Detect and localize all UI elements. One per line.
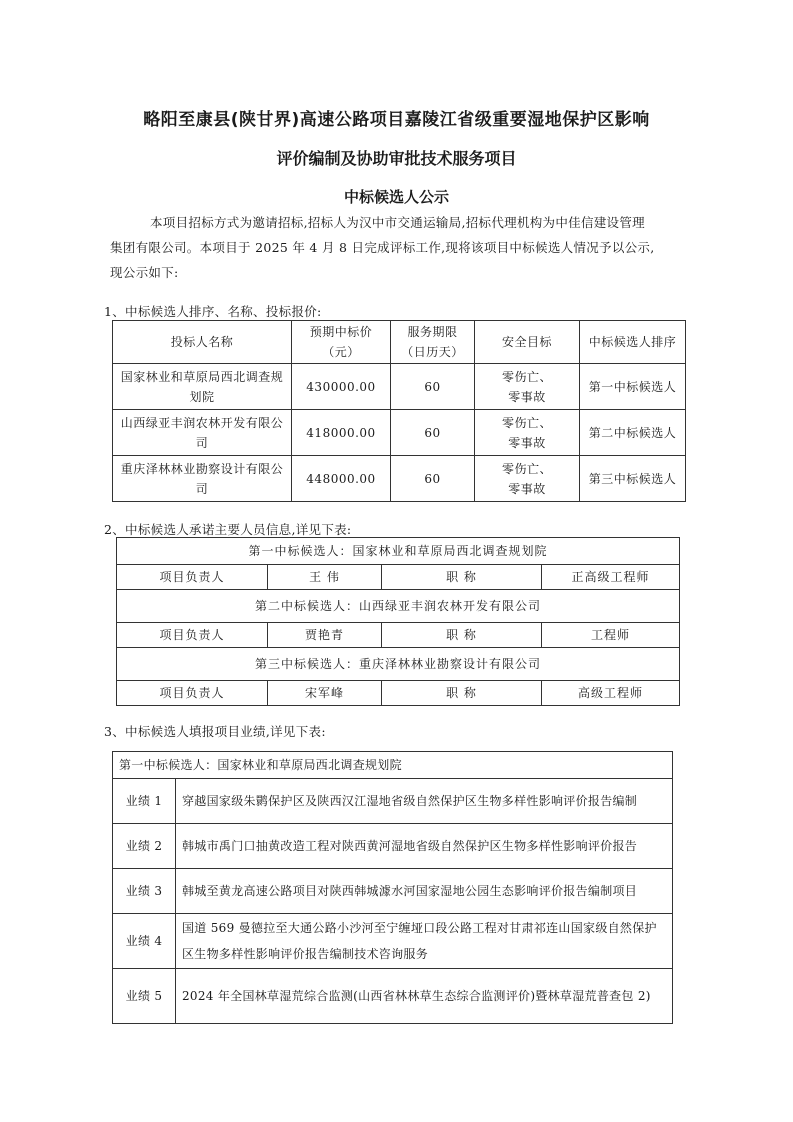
performance-label: 业绩 5 bbox=[113, 969, 176, 1024]
performance-row bbox=[113, 779, 673, 824]
performance-description: 国道 569 曼德拉至大通公路小沙河至宁缠垭口段公路工程对甘肃祁连山国家级自然保护区生物多样性影响评价报告编制技术咨询服务 bbox=[176, 914, 673, 969]
candidate-group-header: 第三中标候选人：重庆泽林林业勘察设计有限公司 bbox=[117, 648, 680, 681]
performance-header-row bbox=[113, 752, 673, 779]
bidder-name: 国家林业和草原局西北调查规划院 bbox=[113, 364, 292, 410]
intro-line-2: 集团有限公司。本项目于 2025 年 4 月 8 日完成评标工作,现将该项目中标候选人情况予以公示, bbox=[110, 240, 655, 255]
performance-label: 业绩 3 bbox=[113, 869, 176, 914]
safety-goal: 零伤亡、零事故 bbox=[475, 410, 580, 456]
column-header-line: （日历天） bbox=[401, 345, 464, 359]
role-label: 项目负责人 bbox=[117, 681, 268, 706]
bid-price: 418000.00 bbox=[292, 410, 391, 456]
performance-label: 业绩 4 bbox=[113, 914, 176, 969]
table-header-row bbox=[113, 321, 686, 364]
performance-description: 穿越国家级朱鹮保护区及陕西汉江湿地省级自然保护区生物多样性影响评价报告编制 bbox=[176, 779, 673, 824]
candidate-group-header-row bbox=[117, 590, 680, 623]
section2-heading: 2、中标候选人承诺主要人员信息,详见下表: bbox=[104, 522, 352, 537]
bid-price: 430000.00 bbox=[292, 364, 391, 410]
service-period: 60 bbox=[391, 410, 475, 456]
column-header-line: 预期中标价 bbox=[309, 325, 373, 339]
performance-row bbox=[113, 914, 673, 969]
professional-title: 工程师 bbox=[542, 623, 680, 648]
bid-ranking-table bbox=[112, 320, 686, 502]
intro-line-1: 本项目招标方式为邀请招标,招标人为汉中市交通运输局,招标代理机构为中佳信建设管理 bbox=[150, 215, 645, 230]
bidder-name: 山西绿亚丰润农林开发有限公司 bbox=[113, 410, 292, 456]
bidder-name: 重庆泽林林业勘察设计有限公司 bbox=[113, 456, 292, 502]
role-label: 项目负责人 bbox=[117, 565, 268, 590]
candidate-rank: 第三中标候选人 bbox=[580, 456, 686, 502]
section1-heading: 1、中标候选人排序、名称、投标报价: bbox=[104, 304, 322, 319]
section3-heading: 3、中标候选人填报项目业绩,详见下表: bbox=[104, 724, 326, 739]
performance-description: 韩城至黄龙高速公路项目对陕西韩城澽水河国家湿地公园生态影响评价报告编制项目 bbox=[176, 869, 673, 914]
title-label: 职 称 bbox=[382, 681, 542, 706]
candidate-rank: 第一中标候选人 bbox=[580, 364, 686, 410]
safety-goal: 零伤亡、零事故 bbox=[475, 364, 580, 410]
column-header bbox=[292, 321, 391, 364]
performance-row bbox=[113, 824, 673, 869]
candidate-group-header-row bbox=[117, 648, 680, 681]
performance-label: 业绩 2 bbox=[113, 824, 176, 869]
candidate-group-header-row bbox=[117, 538, 680, 565]
column-header bbox=[391, 321, 475, 364]
table-row bbox=[113, 410, 686, 456]
column-header: 投标人名称 bbox=[113, 321, 292, 364]
service-period: 60 bbox=[391, 456, 475, 502]
professional-title: 高级工程师 bbox=[542, 681, 680, 706]
candidate-group-header: 第一中标候选人：国家林业和草原局西北调查规划院 bbox=[117, 538, 680, 565]
column-header: 中标候选人排序 bbox=[580, 321, 686, 364]
candidate-rank: 第二中标候选人 bbox=[580, 410, 686, 456]
candidate-group-header: 第二中标候选人：山西绿亚丰润农林开发有限公司 bbox=[117, 590, 680, 623]
performance-row bbox=[113, 969, 673, 1024]
personnel-row bbox=[117, 681, 680, 706]
table-row bbox=[113, 364, 686, 410]
document-title-line1: 略阳至康县(陕甘界)高速公路项目嘉陵江省级重要湿地保护区影响 bbox=[143, 110, 650, 130]
person-name: 王 伟 bbox=[268, 565, 382, 590]
personnel-row bbox=[117, 565, 680, 590]
performance-row bbox=[113, 869, 673, 914]
announcement-heading: 中标候选人公示 bbox=[343, 188, 449, 206]
table-row bbox=[113, 456, 686, 502]
performance-candidate-header: 第一中标候选人：国家林业和草原局西北调查规划院 bbox=[113, 752, 673, 779]
column-header-line: 服务期限 bbox=[407, 325, 458, 339]
person-name: 贾艳青 bbox=[268, 623, 382, 648]
person-name: 宋军峰 bbox=[268, 681, 382, 706]
document-title-line2: 评价编制及协助审批技术服务项目 bbox=[276, 149, 517, 168]
role-label: 项目负责人 bbox=[117, 623, 268, 648]
service-period: 60 bbox=[391, 364, 475, 410]
performance-description: 2024 年全国林草湿荒综合监测(山西省林林草生态综合监测评价)暨林草湿荒普查包 2) bbox=[176, 969, 673, 1024]
safety-goal: 零伤亡、零事故 bbox=[475, 456, 580, 502]
column-header-line: （元） bbox=[322, 345, 360, 359]
performance-table bbox=[112, 751, 673, 1024]
intro-line-3: 现公示如下: bbox=[110, 265, 179, 280]
title-label: 职 称 bbox=[382, 565, 542, 590]
title-label: 职 称 bbox=[382, 623, 542, 648]
personnel-table bbox=[116, 537, 680, 706]
professional-title: 正高级工程师 bbox=[542, 565, 680, 590]
personnel-row bbox=[117, 623, 680, 648]
column-header: 安全目标 bbox=[475, 321, 580, 364]
performance-description: 韩城市禹门口抽黄改造工程对陕西黄河湿地省级自然保护区生物多样性影响评价报告 bbox=[176, 824, 673, 869]
bid-price: 448000.00 bbox=[292, 456, 391, 502]
performance-label: 业绩 1 bbox=[113, 779, 176, 824]
